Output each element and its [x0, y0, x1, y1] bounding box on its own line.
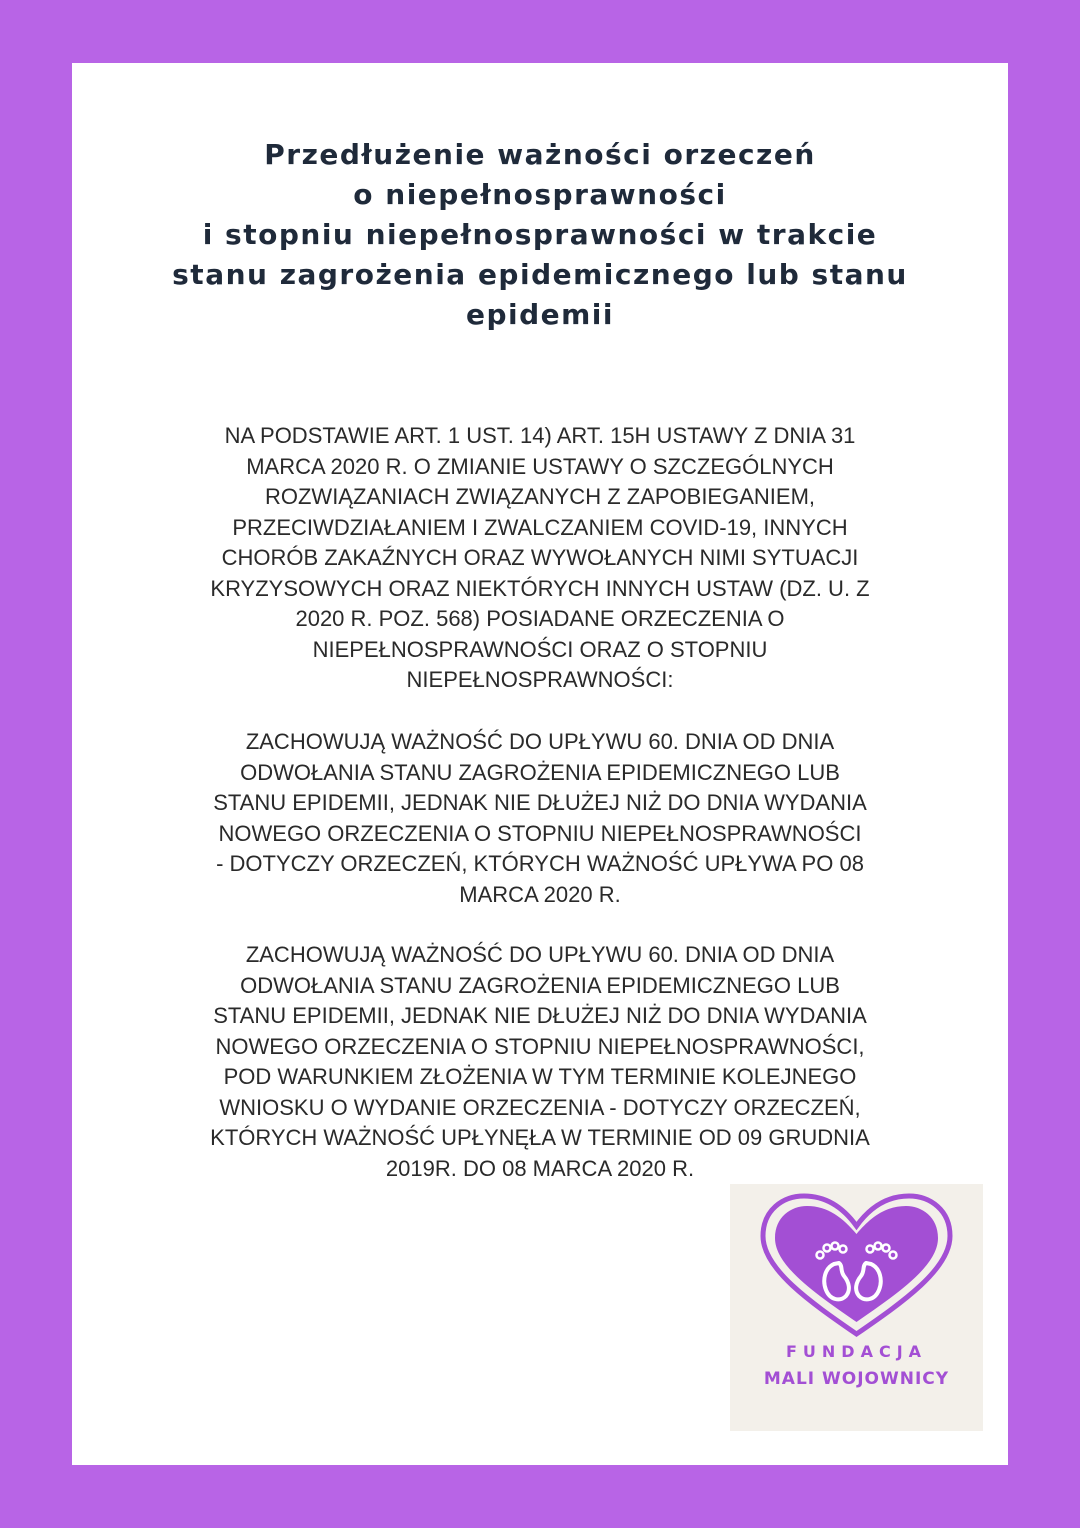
document-title — [112, 135, 968, 335]
text-line: 2020 R. POZ. 568) POSIADANE ORZECZENIA O — [295, 606, 785, 631]
legal-basis-paragraph — [132, 421, 948, 696]
title-line: epidemii — [465, 298, 615, 331]
text-line: ODWOŁANIA STANU ZAGROŻENIA EPIDEMICZNEGO LUB — [240, 972, 840, 998]
text-line: STANU EPIDEMII, JEDNAK NIE DŁUŻEJ NIŻ DO DNIA WYDANIA — [213, 1003, 867, 1028]
text-line: PRZECIWDZIAŁANIEM I ZWALCZANIEM COVID-19, INNYCH — [232, 514, 848, 540]
text-line: STANU EPIDEMII, JEDNAK NIE DŁUŻEJ NIŻ DO DNIA WYDANIA — [213, 790, 867, 815]
validity-rule-2-paragraph — [132, 940, 948, 1184]
logo-text-mali-wojownicy: MALI WOJOWNICY — [763, 1369, 950, 1389]
title-line: Przedłużenie ważności orzeczeń — [264, 138, 816, 171]
text-line: ZACHOWUJĄ WAŻNOŚĆ DO UPŁYWU 60. DNIA OD DNIA — [245, 729, 835, 754]
text-line: KTÓRYCH WAŻNOŚĆ UPŁYNĘŁA W TERMINIE OD 09 GRUDNIA — [210, 1125, 870, 1150]
heart-with-baby-feet-icon — [730, 1184, 983, 1344]
foundation-logo — [730, 1184, 983, 1431]
text-line: NOWEGO ORZECZENIA O STOPNIU NIEPEŁNOSPRAWNOŚCI — [218, 820, 862, 846]
text-line: - DOTYCZY ORZECZEŃ, KTÓRYCH WAŻNOŚĆ UPŁYWA PO 08 — [216, 851, 864, 876]
text-line: ZACHOWUJĄ WAŻNOŚĆ DO UPŁYWU 60. DNIA OD DNIA — [245, 942, 835, 967]
text-line: MARCA 2020 R. O ZMIANIE USTAWY O SZCZEGÓLNYCH — [246, 453, 834, 479]
validity-rule-1-paragraph — [132, 727, 948, 910]
text-line: WNIOSKU O WYDANIE ORZECZENIA - DOTYCZY ORZECZEŃ, — [219, 1094, 861, 1120]
text-line: MARCA 2020 R. — [459, 881, 621, 907]
text-line: NIEPEŁNOSPRAWNOŚCI: — [406, 667, 674, 692]
text-line: CHORÓB ZAKAŹNYCH ORAZ WYWOŁANYCH NIMI SYTUACJI — [221, 545, 859, 570]
text-line: POD WARUNKIEM ZŁOŻENIA W TYM TERMINIE KOLEJNEGO — [223, 1064, 857, 1089]
text-line: 2019R. DO 08 MARCA 2020 R. — [385, 1155, 695, 1181]
title-line: o niepełnosprawności — [353, 178, 727, 211]
text-line: ROZWIĄZANIACH ZWIĄZANYCH Z ZAPOBIEGANIEM, — [264, 484, 816, 509]
title-line: i stopniu niepełnosprawności w trakcie — [202, 218, 878, 251]
text-line: NA PODSTAWIE ART. 1 UST. 14) ART. 15H USTAWY Z DNIA 31 — [224, 423, 856, 448]
text-line: ODWOŁANIA STANU ZAGROŻENIA EPIDEMICZNEGO LUB — [240, 759, 840, 785]
text-line: KRYZYSOWYCH ORAZ NIEKTÓRYCH INNYCH USTAW (DZ. U. Z — [210, 575, 870, 601]
logo-text-fundacja: FUNDACJA — [785, 1342, 928, 1361]
text-line: NOWEGO ORZECZENIA O STOPNIU NIEPEŁNOSPRAWNOŚCI, — [215, 1033, 865, 1059]
text-line: NIEPEŁNOSPRAWNOŚCI ORAZ O STOPNIU — [312, 636, 768, 662]
title-line: stanu zagrożenia epidemicznego lub stanu — [172, 258, 908, 291]
